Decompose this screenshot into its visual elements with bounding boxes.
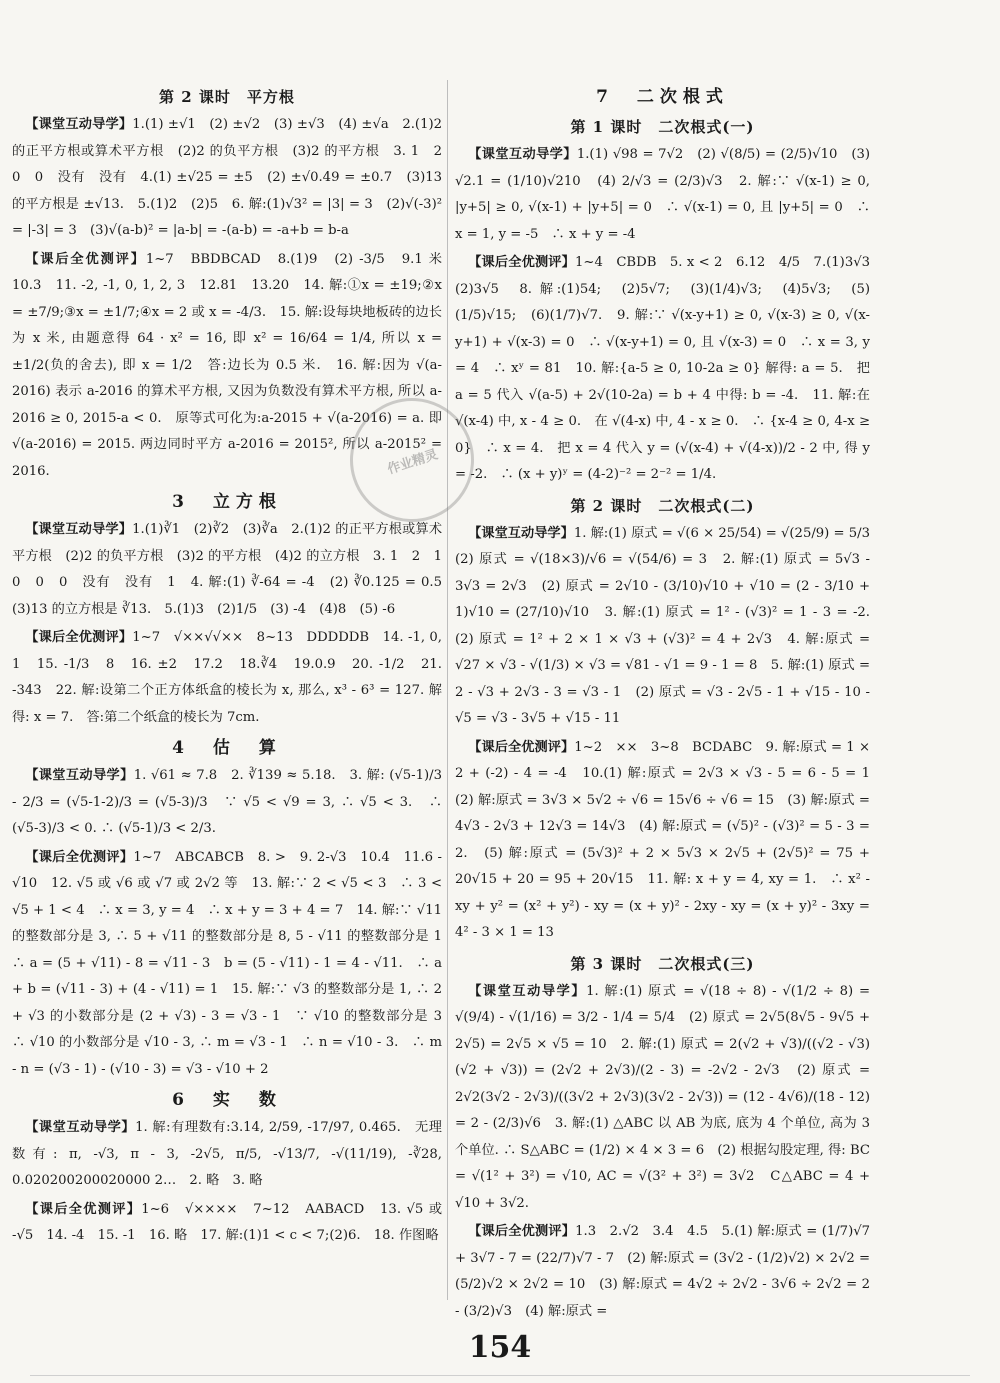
answer-paragraph (455, 979, 870, 1218)
answer-text: 1. 解:(1) 原式 = √(6 × 25/54) = √(25/9) = 5/3 (2) 原式 = √(18×3)/√6 = √(54/6) = 3 2. 解:(1) 原式 = 5√3 - 3√3 = 2√3 (2) 原式 = 2√10 - (3/10)√10 + √10 = (2 - 3/10 + 1)√10 = (27/10)√10 3. 解:(1) 原式 = 1² - (√3)² = 1 - 3 = -2. (2) 原式 = 1² + 2 × 1 × √3 + (√3)² = 4 + 2√3 4. 解:原式 = √27 × √3 - √(1/3) × √3 = √81 - √1 = 9 - 1 = 8 5. 解:(1) 原式 = 2 - √3 + 2√3 - 3 = √3 - 1 (2) 原式 = √3 - 2√5 - 1 + √15 - 10 - √5 = √3 - 3√5 + √15 - 11 (455, 525, 884, 726)
section-tag: 【课后全优测评】 (468, 739, 575, 755)
section-tag: 【课后全优测评】 (25, 849, 134, 865)
answer-paragraph (12, 112, 456, 245)
section-tag: 【课后全优测评】 (25, 630, 133, 645)
section-title: 7 二次根式 (596, 87, 729, 107)
answer-paragraph (455, 250, 884, 489)
section-tag: 【课堂互动导学】 (468, 525, 574, 541)
answer-paragraph (455, 735, 884, 947)
left-column (12, 82, 456, 1252)
answer-paragraph (12, 845, 456, 1084)
right-column (455, 82, 884, 1327)
watermark-text: 作业精灵 (385, 446, 440, 478)
answer-paragraph (12, 517, 456, 623)
answer-text: 1.(1)∛1 (2)∛2 (3)∛a 2.(1)2 的正平方根或算术平方根 (2)2 的负平方根 (3)2 的平方根 (4)2 的立方根 3. 1 2 1 0 0 0 没有 没有 1 4. 解:(1) ∛-64 = -4 (2) ∛0.125 = 0.5 (3)13 的立方根是 ∛13. 5.(1)3 (2)1/5 (3) -4 (4)8 (5) -6 (12, 522, 456, 617)
answer-paragraph (12, 1197, 442, 1250)
answer-paragraph (455, 1219, 870, 1325)
section-title: 第 2 课时 二次根式(二) (570, 496, 755, 515)
section-tag: 【课后全优测评】 (25, 251, 146, 267)
answer-text: 1. 解:(1) 原式 = √(18 ÷ 8) - √(1/2 ÷ 8) = √(9/4) - √(1/16) = 3/2 - 1/4 = 5/4 (2) 原式 = 2√5(8√5 - 9√5 + 2√5) = 2√5 × √5 = 10 2. 解:(1) 原式 = 2(√2 + √3)/((√2 - √3)(√2 + √3)) = (2√2 + 2√3)/(2 - 3) = -2√2 - 2√3 (2) 原式 = 2√2(3√2 - 2√3)/((3√2 + 2√3)(3√2 - 2√3)) = (12 - 4√6)/(18 - 12) = 2 - (2/3)√6 3. 解:(1) △ABC 以 AB 为底, 底为 4 个单位, 高为 3 个单位. ∴ S△ABC = (1/2) × 4 × 3 = 6 (2) 根据勾股定理, 得: BC = √(1² + 3²) = √10, AC = √(3² + 3²) = 3√2 C△ABC = 4 + √10 + 3√2. (455, 983, 870, 1211)
section-tag: 【课后全优测评】 (25, 1201, 142, 1217)
answer-text: 1.(1) ±√1 (2) ±√2 (3) ±√3 (4) ±√a 2.(1)2 的正平方根或算术平方根 (2)2 的负平方根 (3)2 的平方根 3. 1 2 0 0 没有 没有 4.(1) ±√25 = ±5 (2) ±√0.49 = ±0.7 (3)13 的平方根是 ±√13. 5.(1)2 (2)5 6. 解:(1)√3² = |3| = 3 (2)√(-3)² = |-3| = 3 (3)√(a-b)² = |a-b| = -(a-b) = -a+b = b-a (12, 117, 456, 238)
answer-paragraph (455, 521, 884, 733)
answer-text: 1~6 √×××× 7~12 AABACD 13. √5 或 -√5 14. -4 15. -1 16. 略 17. 解:(1)1 < c < 7;(2)6. 18. 作图略 (12, 1201, 443, 1243)
answer-text: 1~7 BBDBCAD 8.(1)9 (2) -3/5 9.1 米 10.3 11. -2, -1, 0, 1, 2, 3 12.81 13.20 14. 解:①x = ±19;②x = ±7/9;③x = ±1/7;④x = 2 或 x = -4/3. 15. 解:设每块地板砖的边长为 x 米, 由题意得 64 · x² = 16, 即 x² = 16/64 = 1/4, 所以 x = ±1/2(负的舍去), 即 x = 1/2 答:边长为 0.5 米. 16. 解:因为 √(a-2016) 表示 a-2016 的算术平方根, 又因为负数没有算术平方根, 所以 a-2016 ≥ 0, 2015-a < 0. 原等式可化为:a-2015 + √(a-2016) = a. 即 √(a-2016) = 2015. 两边同时平方 a-2016 = 2015², 所以 a-2015² = 2016. (12, 251, 456, 479)
section-tag: 【课堂互动导学】 (25, 522, 133, 537)
answer-text: 1~2 ×× 3~8 BCDABC 9. 解:原式 = 1 × 2 + (-2) - 4 = -4 10.(1) 解:原式 = 2√3 × √3 - 5 = 6 - 5 = 1 (2) 解:原式 = 3√3 × 5√2 ÷ √6 = 15√6 ÷ √6 = 15 (3) 解:原式 = 4√3 - 2√3 + 12√3 = 14√3 (4) 解:原式 = (√5)² - (√3)² = 5 - 3 = 2. (5) 解:原式 = (5√3)² + 2 × 5√3 × 2√5 + (2√5)² = 75 + 20√15 + 20 = 95 + 20√15 11. 解: x + y = 4, xy = 1. ∴ x² - xy + y² = (x² + y²) - xy = (x + y)² - 2xy - xy = (x + y)² - 3xy = 4² - 3 × 1 = 13 (455, 739, 884, 940)
answer-paragraph (12, 763, 442, 843)
section-title: 第 3 课时 二次根式(三) (570, 954, 755, 973)
section-title: 3 立方根 (172, 492, 282, 512)
section-tag: 【课堂互动导学】 (25, 1120, 136, 1135)
answer-text: 1. 解:有理数有:3.14, 2/59, -17/97, 0.465. 无理数有: π, -√3, π - 3, -2√5, π/5, -√13/7, -√(11/19), -∛28, 0.020200200020000 2… 2. 略 3. 略 (12, 1120, 442, 1188)
section-title: 第 2 课时 平方根 (159, 88, 295, 106)
section-tag: 【课后全优测评】 (468, 255, 575, 270)
section-tag: 【课堂互动导学】 (468, 147, 577, 162)
answer-paragraph (12, 625, 442, 731)
section-title: 第 1 课时 二次根式(一) (570, 118, 755, 136)
answer-paragraph (12, 1115, 442, 1195)
bottom-rule (30, 1375, 970, 1376)
answer-paragraph (455, 142, 870, 248)
answer-text: 1~7 ABCABCB 8. > 9. 2-√3 10.4 11.6 - √10 12. √5 或 √6 或 √7 或 2√2 等 13. 解:∵ 2 < √5 < 3 ∴ 3 < √5 + 1 < 4 ∴ x = 3, y = 4 ∴ x + y = 3 + 4 = 7 14. 解:∵ √11 的整数部分是 3, ∴ 5 + √11 的整数部分是 8, 5 - √11 的整数部分是 1 ∴ a = (5 + √11) - 8 = √11 - 3 b = (5 - √11) - 1 = 4 - √11. ∴ a + b = (√11 - 3) + (4 - √11) = 1 15. 解:∵ √3 的整数部分是 1, ∴ 2 + √3 的小数部分是 (2 + √3) - 3 = √3 - 1 ∵ √10 的整数部分是 3 ∴ √10 的小数部分是 √10 - 3, ∴ m = √3 - 1 ∴ n = √10 - 3. ∴ m - n = (√3 - 1) - (√10 - 3) = √3 - √10 + 2 (12, 849, 456, 1077)
section-tag: 【课堂互动导学】 (468, 983, 587, 999)
answer-text: 1~7 √××√√×× 8~13 DDDDDB 14. -1, 0, 1 15. -1/3 8 16. ±2 17.2 18.∛4 19.0.9 20. -1/2 21. -343 22. 解:设第二个正方体纸盒的棱长为 x, 那么, x³ - 6³ = 127. 解得: x = 7. 答:第二个纸盒的棱长为 7cm. (12, 630, 443, 725)
section-title: 4 估 算 (172, 738, 282, 758)
section-title: 6 实 数 (172, 1090, 282, 1110)
section-tag: 【课堂互动导学】 (25, 117, 133, 132)
answer-text: 1.(1) √98 = 7√2 (2) √(8/5) = (2/5)√10 (3) √2.1 = (1/10)√210 (4) 2/√3 = (2/3)√3 2. 解:∵ √(x-1) ≥ 0, |y+5| ≥ 0, √(x-1) + |y+5| = 0 ∴ √(x-1) = 0, 且 |y+5| = 0 ∴ x = 1, y = -5 ∴ x + y = -4 (455, 147, 871, 242)
section-tag: 【课后全优测评】 (468, 1224, 576, 1239)
answer-text: 1.3 2.√2 3.4 4.5 5.(1) 解:原式 = (1/7)√7 + 3√7 - 7 = (22/7)√7 - 7 (2) 解:原式 = (3√2 - (1/2)√2) × 2√2 = (5/2)√2 × 2√2 = 10 (3) 解:原式 = 4√2 ÷ 2√2 - 3√6 ÷ 2√2 = 2 - (3/2)√3 (4) 解:原式 = (455, 1224, 871, 1319)
column-divider (447, 80, 448, 1300)
page-number: 154 (468, 1330, 532, 1365)
answer-text: 1. √61 ≈ 7.8 2. ∛139 ≈ 5.18. 3. 解: (√5-1)/3 - 2/3 = (√5-1-2)/3 = (√5-3)/3 ∵ √5 < √9 = 3, ∴ √5 < 3. ∴ (√5-3)/3 < 0. ∴ (√5-1)/3 < 2/3. (12, 768, 442, 836)
section-tag: 【课堂互动导学】 (25, 768, 134, 783)
answer-text: 1~4 CBDB 5. x < 2 6.12 4/5 7.(1)3√3 (2)3√5 8. 解:(1)54; (2)5√7; (3)(1/4)√3; (4)5√3; (5)(1/5)√15; (6)(1/7)√7. 9. 解:∵ √(x-y+1) ≥ 0, √(x-3) ≥ 0, √(x-y+1) + √(x-3) = 0 ∴ √(x-y+1) = 0, 且 √(x-3) = 0 ∴ x = 3, y = 4 ∴ xʸ = 81 10. 解:{a-5 ≥ 0, 10-2a ≥ 0} 解得: a = 5. 把 a = 5 代入 √(a-5) + 2√(10-2a) = b + 4 中得: b = -4. 11. 解:在 √(x-4) 中, x - 4 ≥ 0. 在 √(4-x) 中, 4 - x ≥ 0. ∴ {x-4 ≥ 0, 4-x ≥ 0} ∴ x = 4. 把 x = 4 代入 y = (√(x-4) + √(4-x))/2 - 2 中, 得 y = -2. ∴ (x + y)ʸ = (4-2)⁻² = 2⁻² = 1/4. (455, 255, 884, 482)
